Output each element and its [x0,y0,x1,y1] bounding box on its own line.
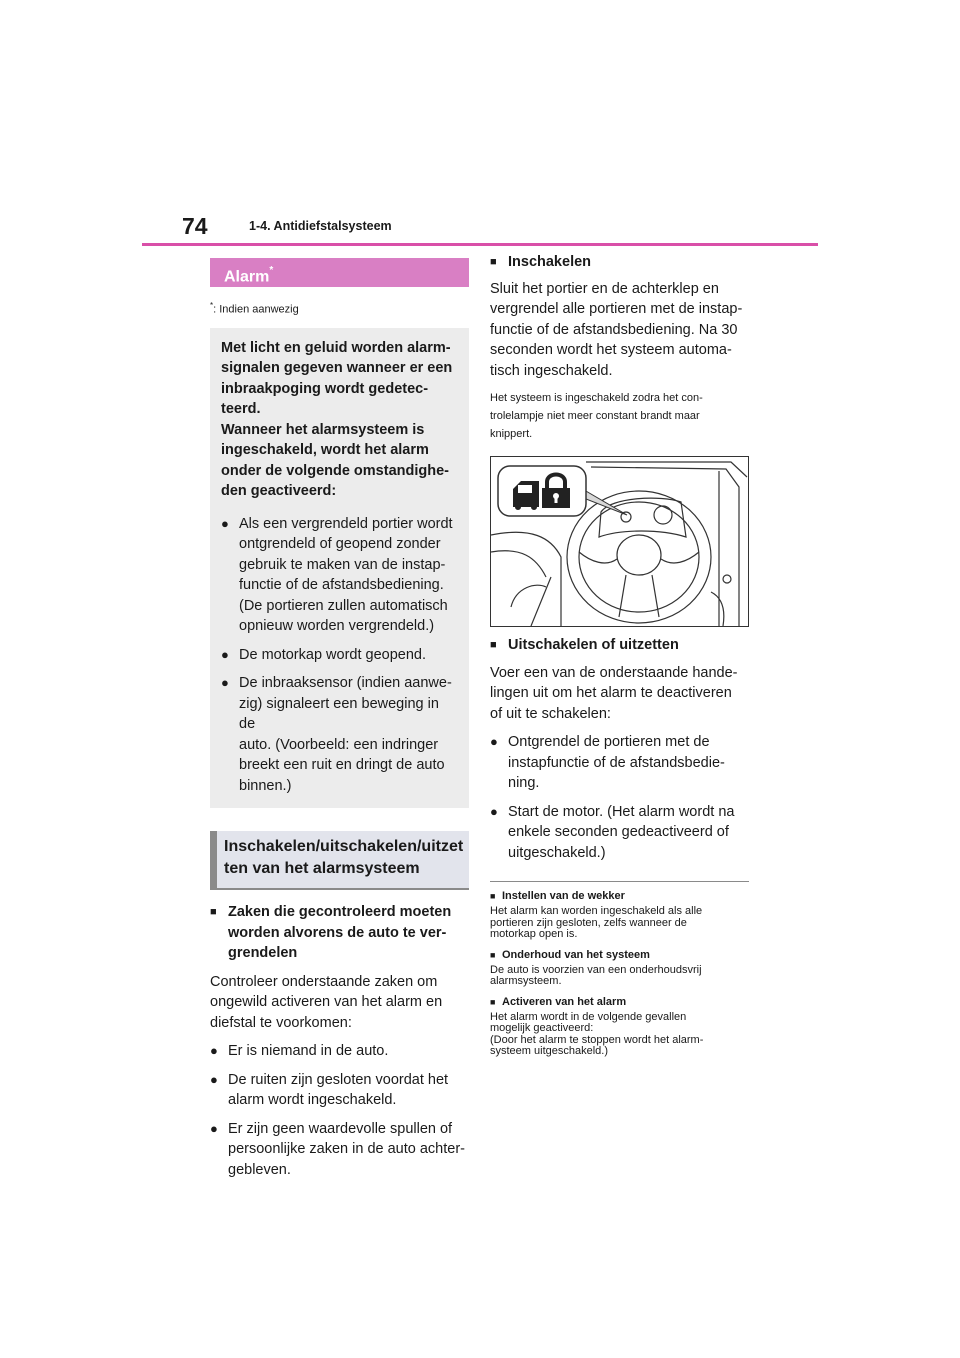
square-icon: ■ [490,639,497,651]
alarm-heading-text: Alarm [224,268,270,286]
footnote-marker: * [210,301,214,310]
note-line: (Door het alarm te stoppen wordt het alarm- [490,1033,704,1046]
bullet-icon: ● [210,1120,218,1136]
item-line: Start de motor. (Het alarm wordt na [508,803,735,820]
right-column [490,252,749,1058]
note-line: Het systeem is ingeschakeld zodra het con- [490,392,703,404]
intro-line: signalen gegeven wanneer er een [221,360,453,377]
heading-line: grendelen [228,945,298,962]
alarm-info-box [210,328,469,809]
item-line: uitgeschakeld.) [508,844,606,861]
heading-text: Inschakelen [508,254,592,270]
list-item [490,732,749,794]
para-line: tisch ingeschakeld. [490,362,613,379]
off-list [490,732,749,863]
off-text [490,663,749,725]
heading-line: Zaken die gecontroleerd moeten [228,904,452,921]
para-line: seconden wordt het systeem automa- [490,342,732,358]
alarm-conditions-list [221,514,459,797]
item-line: Er zijn geen waardevolle spullen of [228,1120,453,1137]
para-line: functie of de afstandsbediening. Na 30 [490,321,738,338]
square-icon: ■ [210,906,217,919]
note-title: Activeren van het alarm [502,995,627,1008]
note-heading [490,949,749,961]
item-line: persoonlijke zaken in de auto achter- [228,1141,465,1158]
note-title: Onderhoud van het systeem [502,948,650,961]
intro-line: den geactiveerd: [221,483,337,500]
bullet-icon: ● [210,1043,218,1059]
heading-line: worden alvorens de auto te ver- [228,924,447,941]
bullet-icon: ● [221,515,229,531]
alarm-footnote-marker: * [269,265,274,276]
bullet-icon: ● [221,675,229,691]
item-line: De inbraaksensor (indien aanwe- [239,675,452,692]
para-line: ongewild activeren van het alarm en [210,994,443,1011]
item-line: Ontgrendel de portieren met de [508,734,710,750]
square-icon: ■ [490,891,496,901]
item-line: Er is niemand in de auto. [228,1043,389,1060]
note-line: mogelijk geactiveerd: [490,1022,594,1034]
note-title: Instellen van de wekker [502,890,625,902]
item-line: alarm wordt ingeschakeld. [228,1092,397,1109]
bullet-icon: ● [490,734,498,749]
square-icon: ■ [490,996,496,1007]
alarm-intro [221,338,459,502]
note-line: alarmsysteem. [490,975,562,987]
note-line: De auto is voorzien van een onderhoudsvrij [490,963,702,976]
item-line: auto. (Voorbeeld: een indringer [239,736,439,753]
item-line: opnieuw worden vergrendeld.) [239,618,435,635]
note-line: trolelampje niet meer constant brandt maar [490,410,700,422]
intro-line: inbraakpoging wordt gedetec- [221,380,429,397]
on-note [490,389,749,443]
note-text [490,965,749,988]
on-text [490,279,749,382]
item-line: ning. [508,775,540,791]
item-line: breekt een ruit en dringt de auto [239,757,445,774]
notes-rule [490,881,749,882]
note-text [490,1012,749,1058]
note-heading [490,996,749,1008]
item-line: gebruik te maken van de instap- [239,556,446,573]
item-line: instapfunctie of de afstandsbedie- [508,754,725,771]
list-item [210,1119,469,1181]
para-line: Voer een van de onderstaande hande- [490,664,738,681]
off-heading [490,635,749,656]
on-heading [490,252,749,273]
dashboard-illustration-drawing [491,457,748,626]
heading-text: Uitschakelen of uitzetten [508,637,679,653]
section-title: 1-4. Antidiefstalsysteem [249,219,392,233]
list-item [210,1041,469,1062]
intro-line: ingeschakeld, wordt het alarm [221,442,429,459]
para-line: Controleer onderstaande zaken om [210,973,438,990]
list-item [221,514,459,637]
alarm-heading [210,258,469,287]
note-line: Het alarm wordt in de volgende gevallen [490,1010,687,1023]
heading-line: ten van het alarmsysteem [224,860,420,878]
check-intro [210,972,469,1034]
page-number: 74 [182,213,208,239]
square-icon: ■ [490,949,496,960]
check-list [210,1041,469,1180]
car-icon [513,481,539,510]
item-line: gebleven. [228,1161,291,1178]
list-item [221,673,459,796]
item-line: zig) signaleert een beweging in de [239,695,439,733]
note-line: motorkap open is. [490,928,578,940]
item-line: binnen.) [239,777,292,794]
heading-line: Inschakelen/uitschakelen/uitzet [224,838,464,856]
note-line: Het alarm kan worden ingeschakeld als alle [490,905,703,917]
para-line: vergrendel alle portieren met de instap- [490,301,743,317]
item-line: (De portieren zullen automatisch [239,597,448,614]
bullet-icon: ● [221,646,229,662]
subsection-heading [210,831,469,888]
para-line: of uit te schakelen: [490,705,611,722]
check-heading [210,902,469,964]
item-line: De motorkap wordt geopend. [239,646,426,663]
bullet-icon: ● [210,1071,218,1087]
item-line: Als een vergrendeld portier wordt [239,515,453,532]
list-item [210,1070,469,1111]
item-line: De ruiten zijn gesloten voordat het [228,1071,449,1088]
item-line: ontgrendeld of geopend zonder [239,536,441,553]
para-line: diefstal te voorkomen: [210,1014,352,1031]
note-text [490,906,749,941]
note-line: knippert. [490,428,533,440]
header-rule [142,243,818,246]
intro-line: Met licht en geluid worden alarm- [221,339,451,356]
intro-line: onder de volgende omstandighe- [221,462,449,479]
intro-line: teerd. [221,401,261,418]
intro-line: Wanneer het alarmsysteem is [221,421,425,438]
list-item [490,802,749,864]
left-column [210,258,469,1180]
subsection-rule [210,888,469,890]
list-item [221,645,459,666]
para-line: lingen uit om het alarm te deactiveren [490,685,732,701]
item-line: functie of de afstandsbediening. [239,577,444,594]
bullet-icon: ● [490,803,498,819]
note-heading [490,890,749,902]
footnote-text: : Indien aanwezig [213,303,299,316]
item-line: enkele seconden gedeactiveerd of [508,824,729,840]
footnote [210,301,469,316]
para-line: Sluit het portier en de achterklep en [490,280,719,297]
square-icon: ■ [490,256,497,268]
note-line: portieren zijn gesloten, zelfs wanneer de [490,916,687,929]
dashboard-illustration [490,456,749,627]
note-line: systeem uitgeschakeld.) [490,1045,608,1057]
